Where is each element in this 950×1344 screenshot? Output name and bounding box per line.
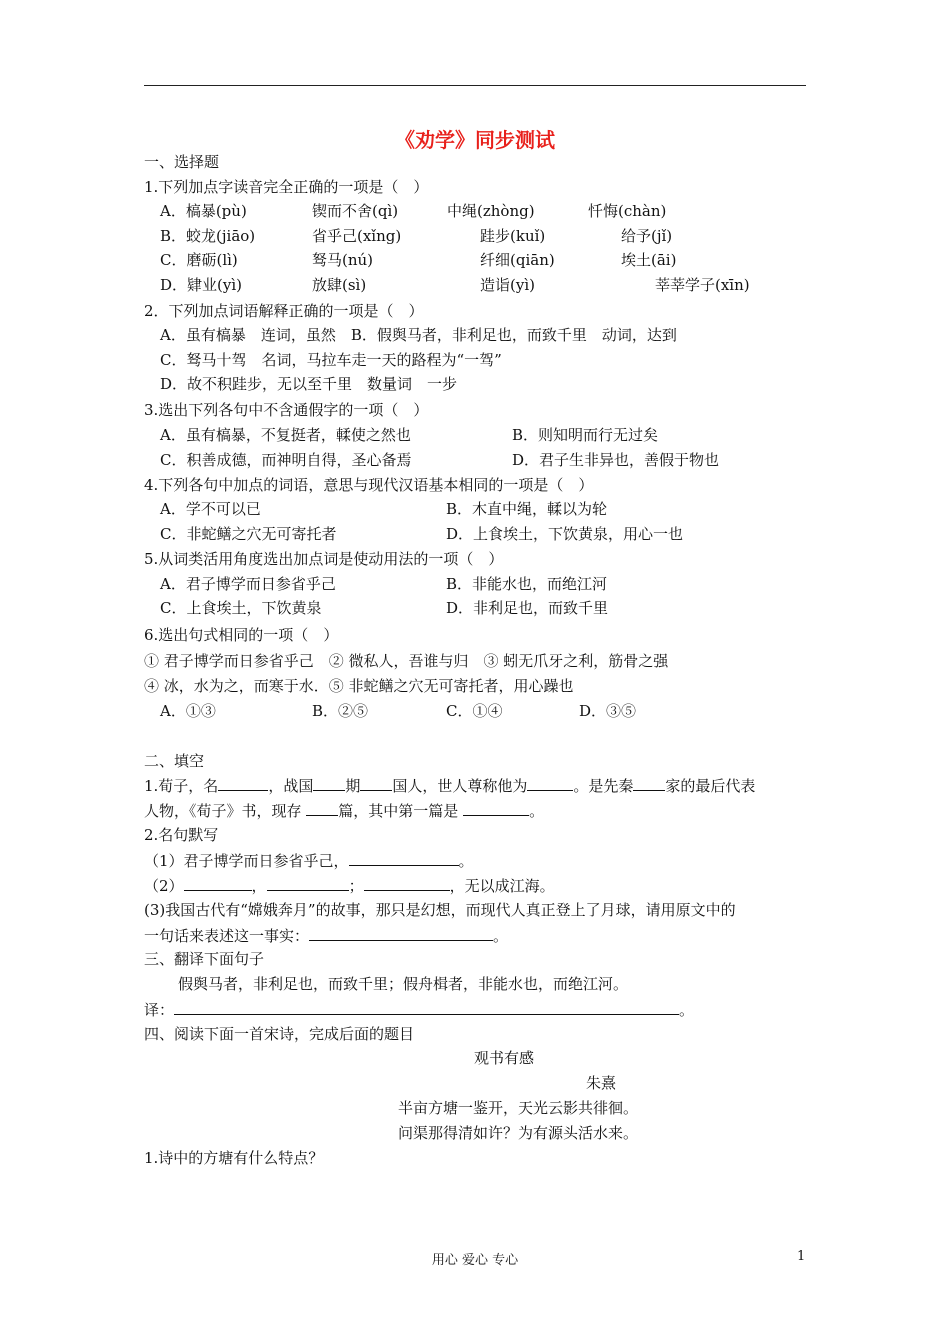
q6-line2: ④ 冰，水为之，而寒于水．⑤ 非蛇鳝之穴无可寄托者，用心躁也 bbox=[144, 677, 574, 695]
q5-option-c: C．上食埃土，下饮黄泉 bbox=[160, 599, 322, 617]
q4-option-a: A．学不可以已 bbox=[160, 500, 261, 518]
q1-row4-c3: 造诣(yì) bbox=[480, 276, 535, 294]
q6-option-d: D．③⑤ bbox=[579, 702, 637, 720]
fill-text: 。是先秦 bbox=[573, 777, 634, 795]
q1-row3-c1: C．磨砺(lì) bbox=[160, 251, 238, 269]
blank[interactable] bbox=[364, 875, 450, 891]
q1-row1-c4: 忏悔(chàn) bbox=[588, 202, 667, 220]
fill-text: 1.荀子，名 bbox=[144, 777, 219, 795]
poem-question-1: 1.诗中的方塘有什么特点？ bbox=[144, 1149, 324, 1167]
page-footer: 用心 爱心 专心 bbox=[431, 1253, 519, 1268]
q1-row4-c2: 放肆(sì) bbox=[312, 276, 367, 294]
q6-option-a: A．①③ bbox=[160, 702, 216, 720]
q3-option-b: B．则知明而行无过矣 bbox=[512, 426, 659, 444]
section-4-heading: 四、阅读下面一首宋诗，完成后面的题目 bbox=[144, 1025, 415, 1043]
q1-row1-c1: A．槁暴(pù) bbox=[160, 202, 247, 220]
q1-row2-c2: 省乎己(xǐng) bbox=[312, 227, 402, 245]
q4-option-b: B．木直中绳，輮以为轮 bbox=[446, 500, 608, 518]
blank[interactable] bbox=[360, 775, 392, 791]
header-rule bbox=[144, 85, 806, 86]
fill-text: 人物，《荀子》书，现存 bbox=[144, 802, 307, 820]
q5-stem: 5.从词类活用角度选出加点词是使动用法的一项（ ） bbox=[144, 550, 504, 568]
section-1-heading: 一、选择题 bbox=[144, 153, 220, 171]
q4-option-c: C．非蛇鳝之穴无可寄托者 bbox=[160, 525, 337, 543]
poem-title: 观书有感 bbox=[474, 1049, 535, 1067]
fill-q2-stem: 2.名句默写 bbox=[144, 826, 219, 844]
q3-option-d: D．君子生非异也，善假于物也 bbox=[512, 451, 720, 469]
q1-stem: 1.下列加点字读音完全正确的一项是（ ） bbox=[144, 178, 429, 196]
fill-text: ， bbox=[251, 877, 267, 895]
blank[interactable] bbox=[218, 775, 268, 791]
q6-option-b: B．②⑤ bbox=[312, 702, 369, 720]
section-2-heading: 二、填空 bbox=[144, 752, 205, 770]
q1-row2-c3: 跬步(kuǐ) bbox=[480, 227, 546, 245]
fill-q2-2 bbox=[144, 875, 555, 896]
fill-text: 一句话来表述这一事实： bbox=[144, 927, 310, 945]
fill-text: 。 bbox=[458, 852, 474, 870]
q1-row4-c1: D．肄业(yì) bbox=[160, 276, 243, 294]
fill-text: 。 bbox=[493, 927, 509, 945]
blank[interactable] bbox=[527, 775, 573, 791]
poem-author: 朱熹 bbox=[586, 1074, 617, 1092]
blank[interactable] bbox=[633, 775, 665, 791]
q2-option-a: A．虽有槁暴 连词，虽然 B．假舆马者，非利足也，而致千里 动词，达到 bbox=[160, 326, 677, 344]
fill-q2-3-line1: (3)我国古代有“嫦娥奔月”的故事，那只是幻想，而现代人真正登上了月球，请用原文中的 bbox=[144, 901, 736, 919]
fill-q1-line1 bbox=[144, 775, 755, 796]
blank[interactable] bbox=[174, 999, 679, 1015]
q1-row2-c4: 给予(jǐ) bbox=[621, 227, 673, 245]
blank[interactable] bbox=[349, 850, 459, 866]
page-number: 1 bbox=[797, 1249, 806, 1264]
poem-line-1: 半亩方塘一鉴开，天光云影共徘徊。 bbox=[398, 1099, 639, 1117]
blank[interactable] bbox=[309, 925, 493, 941]
fill-text: 。 bbox=[679, 1001, 695, 1019]
blank[interactable] bbox=[463, 800, 529, 816]
q6-stem: 6.选出句式相同的一项（ ） bbox=[144, 626, 339, 644]
q1-row2-c1: B．蛟龙(jiāo) bbox=[160, 227, 256, 245]
fill-text: （1）君子博学而日参省乎己， bbox=[144, 852, 349, 870]
q1-row1-c2: 锲而不舍(qì) bbox=[312, 202, 399, 220]
fill-text: ，无以成江海。 bbox=[449, 877, 555, 895]
q3-stem: 3.选出下列各句中不含通假字的一项（ ） bbox=[144, 401, 429, 419]
blank[interactable] bbox=[184, 875, 252, 891]
fill-q1-line2 bbox=[144, 800, 544, 821]
q2-stem: 2．下列加点词语解释正确的一项是（ ） bbox=[144, 302, 424, 320]
fill-text: 译： bbox=[144, 1001, 175, 1019]
q1-row4-c4: 莘莘学子(xīn) bbox=[655, 276, 750, 294]
page-title: 《劝学》同步测试 bbox=[395, 128, 555, 152]
q6-line1: ① 君子博学而日参省乎己 ② 微私人，吾谁与归 ③ 蚓无爪牙之利，筋骨之强 bbox=[144, 652, 669, 670]
fill-text: 国人，世人尊称他为 bbox=[392, 777, 528, 795]
fill-q2-3-line2 bbox=[144, 925, 508, 946]
fill-text: （2） bbox=[144, 877, 184, 895]
translate-sentence: 假舆马者，非利足也，而致千里；假舟楫者，非能水也，而绝江河。 bbox=[178, 975, 629, 993]
q4-option-d: D．上食埃土，下饮黄泉，用心一也 bbox=[446, 525, 684, 543]
q1-row3-c4: 埃土(āi) bbox=[621, 251, 677, 269]
translate-answer bbox=[144, 999, 694, 1020]
fill-text: 篇，其中第一篇是 bbox=[338, 802, 464, 820]
section-3-heading: 三、翻译下面句子 bbox=[144, 950, 265, 968]
q6-option-c: C．①④ bbox=[446, 702, 503, 720]
q1-row1-c3: 中绳(zhòng) bbox=[447, 202, 535, 220]
q2-option-d: D．故不积跬步，无以至千里 数量词 一步 bbox=[160, 375, 458, 393]
fill-text: 。 bbox=[529, 802, 545, 820]
fill-q2-1 bbox=[144, 850, 474, 871]
blank[interactable] bbox=[313, 775, 345, 791]
fill-text: ，战国 bbox=[268, 777, 314, 795]
q5-option-b: B．非能水也，而绝江河 bbox=[446, 575, 608, 593]
blank[interactable] bbox=[306, 800, 338, 816]
q4-stem: 4.下列各句中加点的词语，意思与现代汉语基本相同的一项是（ ） bbox=[144, 476, 594, 494]
q1-row3-c2: 驽马(nú) bbox=[312, 251, 374, 269]
q3-option-c: C．积善成德，而神明自得，圣心备焉 bbox=[160, 451, 412, 469]
fill-text: ； bbox=[348, 877, 364, 895]
q2-option-c: C．驽马十驾 名词，马拉车走一天的路程为“一驾” bbox=[160, 351, 502, 369]
poem-line-2: 问渠那得清如许？为有源头活水来。 bbox=[398, 1124, 639, 1142]
fill-text: 期 bbox=[345, 777, 361, 795]
fill-text: 家的最后代表 bbox=[665, 777, 756, 795]
q5-option-a: A．君子博学而日参省乎己 bbox=[160, 575, 336, 593]
q5-option-d: D．非利足也，而致千里 bbox=[446, 599, 609, 617]
q3-option-a: A．虽有槁暴，不复挺者，輮使之然也 bbox=[160, 426, 411, 444]
blank[interactable] bbox=[267, 875, 349, 891]
q1-row3-c3: 纤细(qiān) bbox=[480, 251, 555, 269]
